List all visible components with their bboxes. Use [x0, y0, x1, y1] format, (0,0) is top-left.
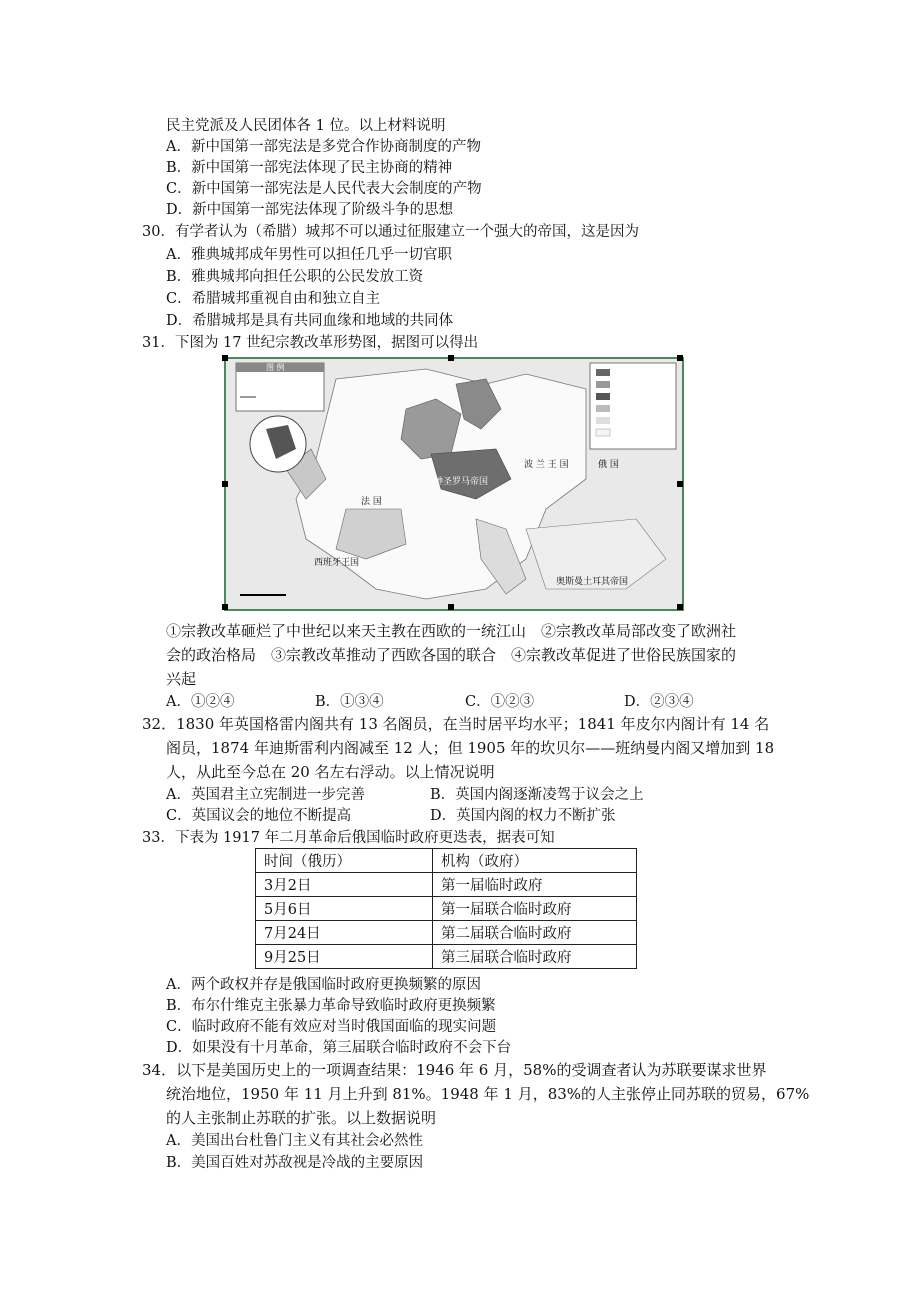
resize-handle[interactable]: [222, 604, 228, 610]
resize-handle[interactable]: [677, 355, 683, 361]
resize-handle[interactable]: [222, 355, 228, 361]
table-cell: 9月25日: [256, 945, 433, 969]
question-33-option-d: D．如果没有十月革命，第三届联合临时政府不会下台: [166, 1040, 512, 1056]
question-31-option-d: D．②③④: [624, 694, 694, 710]
question-31-option-c: C．①②③: [465, 694, 535, 710]
table-header-cell: 时间（俄历）: [256, 849, 433, 873]
table-row: [256, 897, 637, 921]
question-31-statement-line-2: 会的政治格局 ③宗教改革推动了西欧各国的联合 ④宗教改革促进了世俗民族国家的: [166, 646, 737, 664]
question-31-option-b: B．①③④: [315, 694, 384, 710]
question-29-option-a: A．新中国第一部宪法是多党合作协商制度的产物: [166, 139, 481, 155]
question-31-statement-line-1: ①宗教改革砸烂了中世纪以来天主教在西欧的一统江山 ②宗教改革局部改变了欧洲社: [166, 622, 737, 640]
table-row: [256, 945, 637, 969]
question-33-option-a: A．两个政权并存是俄国临时政府更换频繁的原因: [166, 977, 481, 993]
question-30-option-d: D．希腊城邦是具有共同血缘和地域的共同体: [166, 313, 454, 329]
question-32-stem-line-3: 人，从此至今总在 20 名左右浮动。以上情况说明: [166, 763, 495, 781]
question-31-stem: 31．下图为 17 世纪宗教改革形势图，据图可以得出: [142, 335, 479, 351]
question-31-statement-line-3: 兴起: [166, 670, 197, 688]
map-label-ottoman: 奥斯曼土耳其帝国: [556, 577, 629, 587]
table-row: [256, 921, 637, 945]
question-34-stem-line-3: 的人主张制止苏联的扩张。以上数据说明: [166, 1109, 437, 1127]
map-label-france: 法 国: [361, 497, 382, 507]
table-row: [256, 873, 637, 897]
table-cell: 第二届联合临时政府: [433, 921, 637, 945]
question-32-stem-line-1: 32．1830 年英国格雷内阁共有 13 名阁员，在当时居平均水平；1841 年皮尔内阁计有 14 名: [142, 715, 770, 733]
question-30-option-a: A．雅典城邦成年男性可以担任几乎一切官职: [166, 247, 452, 263]
question-32-stem-line-2: 阁员，1874 年迪斯雷利内阁减至 12 人；但 1905 年的坎贝尔——班纳曼内阁又增加到 18: [166, 739, 775, 757]
question-29-option-c: C．新中国第一部宪法是人民代表大会制度的产物: [166, 181, 482, 197]
resize-handle[interactable]: [448, 604, 454, 610]
table-cell: 第一届临时政府: [433, 873, 637, 897]
question-34-option-a: A．美国出台杜鲁门主义有其社会必然性: [166, 1133, 423, 1149]
question-33-option-b: B．布尔什维克主张暴力革命导致临时政府更换频繁: [166, 998, 496, 1014]
table-cell: 第一届联合临时政府: [433, 897, 637, 921]
question-33-stem: 33．下表为 1917 年二月革命后俄国临时政府更迭表，据表可知: [142, 830, 555, 846]
resize-handle[interactable]: [677, 481, 683, 487]
reformation-map: [224, 357, 684, 611]
question-30-option-c: C．希腊城邦重视自由和独立自主: [166, 291, 381, 307]
table-cell: 7月24日: [256, 921, 433, 945]
question-33-option-c: C．临时政府不能有效应对当时俄国面临的现实问题: [166, 1019, 497, 1035]
table-header-row: [256, 849, 637, 873]
question-31-option-a: A．①②④: [166, 694, 235, 710]
map-label-holy-roman-empire: 神圣罗马帝国: [434, 477, 489, 487]
table-cell: 第三届联合临时政府: [433, 945, 637, 969]
resize-handle[interactable]: [677, 604, 683, 610]
question-29-option-b: B．新中国第一部宪法体现了民主协商的精神: [166, 160, 453, 176]
question-34-option-b: B．美国百姓对苏敌视是冷战的主要原因: [166, 1155, 424, 1171]
question-29-option-d: D．新中国第一部宪法体现了阶级斗争的思想: [166, 202, 454, 218]
table-cell: 5月6日: [256, 897, 433, 921]
map-label-spain: 西班牙王国: [314, 558, 360, 568]
question-34-stem-line-2: 统治地位，1950 年 11 月上升到 81%。1948 年 1 月，83%的人主张停止同苏联的贸易，67%: [166, 1085, 810, 1103]
table-header-cell: 机构（政府）: [433, 849, 637, 873]
question-30-stem: 30．有学者认为（希腊）城邦不可以通过征服建立一个强大的帝国，这是因为: [142, 224, 639, 240]
resize-handle[interactable]: [222, 481, 228, 487]
question-34-stem-line-1: 34．以下是美国历史上的一项调查结果：1946 年 6 月，58%的受调查者认为苏联要谋求世界: [142, 1061, 767, 1079]
resize-handle[interactable]: [448, 355, 454, 361]
map-label-poland: 波 兰 王 国: [524, 460, 569, 470]
question-29-stem: 民主党派及人民团体各 1 位。以上材料说明: [166, 118, 446, 134]
question-32-option-a: A．英国君主立宪制进一步完善: [166, 787, 365, 803]
table-cell: 3月2日: [256, 873, 433, 897]
question-32-option-d: D．英国内阁的权力不断扩张: [430, 808, 616, 824]
question-32-option-b: B．英国内阁逐渐凌驾于议会之上: [430, 787, 644, 803]
question-30-option-b: B．雅典城邦向担任公职的公民发放工资: [166, 269, 424, 285]
map-label-russia: 俄 国: [598, 460, 619, 470]
government-table: [255, 848, 637, 969]
map-legend-title: 图 例: [266, 363, 285, 372]
question-32-option-c: C．英国议会的地位不断提高: [166, 808, 352, 824]
